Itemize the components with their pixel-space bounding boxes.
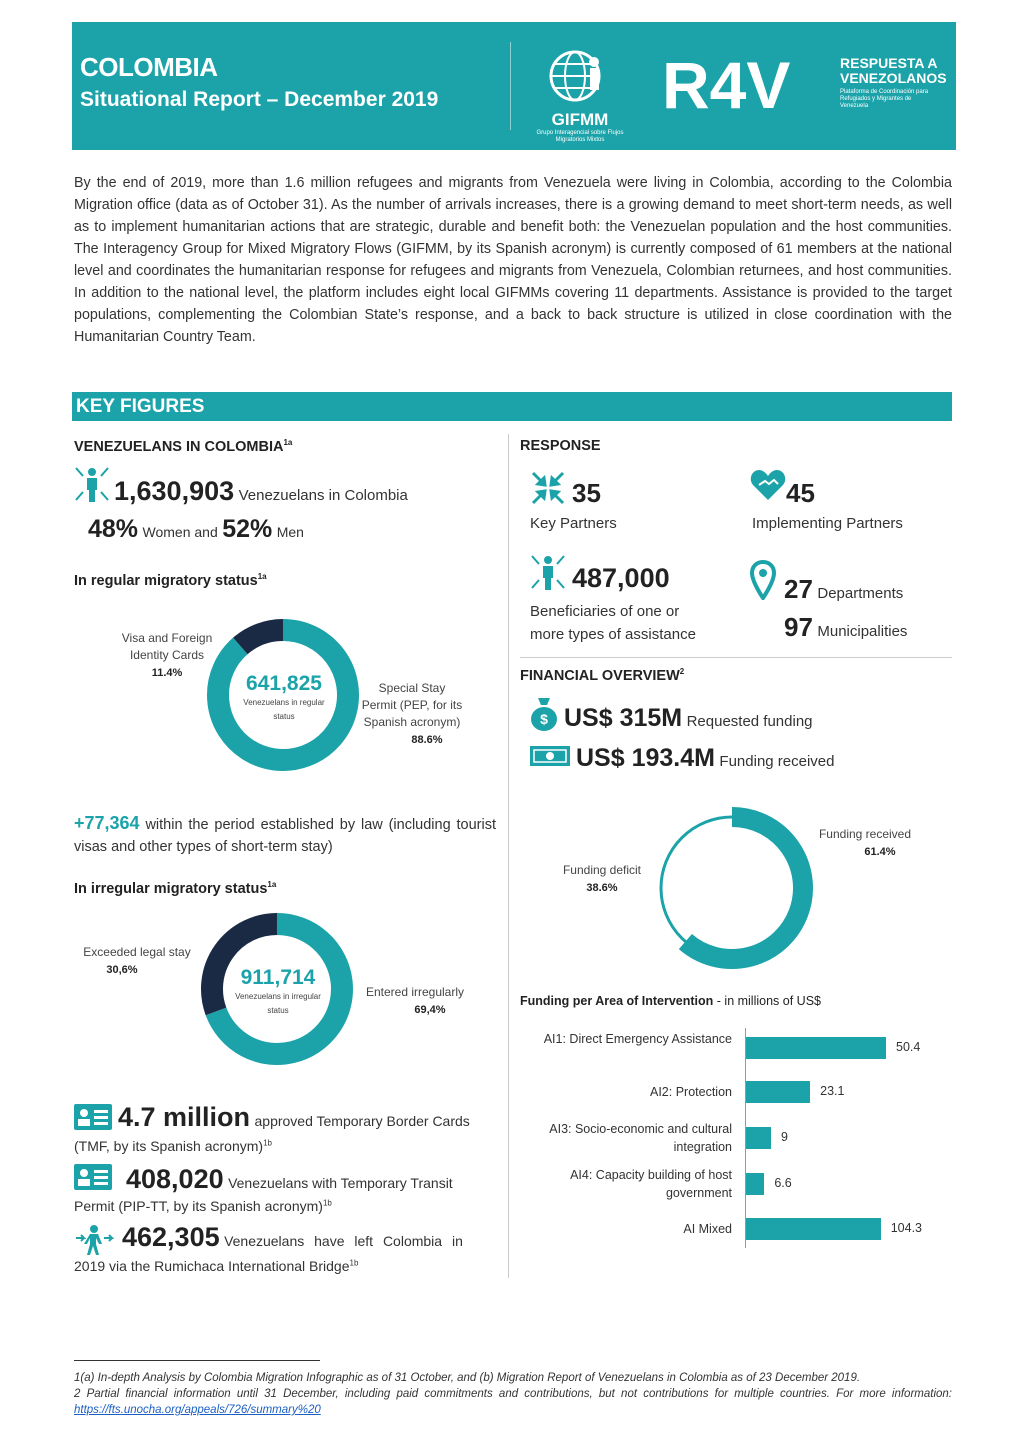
funding-donut xyxy=(650,806,814,970)
report-subtitle: Situational Report – December 2019 xyxy=(80,88,439,111)
bar xyxy=(746,1218,881,1240)
financial-heading: FINANCIAL OVERVIEW$^2$ xyxy=(520,667,685,684)
r4v-logo-mark xyxy=(662,50,832,116)
irregular-center-label: Venezuelans in irregular status xyxy=(235,992,321,1015)
women-label: Women and xyxy=(142,524,218,540)
venezuelans-total-label: Venezuelans in Colombia xyxy=(238,487,408,504)
received-label: Funding received xyxy=(719,753,835,770)
report-country-title: COLOMBIA xyxy=(80,52,218,82)
regular-center-label: Venezuelans in regular status xyxy=(243,698,325,721)
funding-area-subtitle: - in millions of US$ xyxy=(716,994,821,1008)
bar-value-label: 50.4 xyxy=(896,1040,921,1054)
heart-handshake-icon xyxy=(750,468,786,502)
svg-text:$: $ xyxy=(540,711,548,727)
irregular-status-heading: In irregular migratory status$^{1a}$ xyxy=(74,880,277,897)
pip-text2: Permit (PIP-TT, by its Spanish acronym) xyxy=(74,1198,323,1214)
r4v-title xyxy=(840,56,947,110)
bar-category-label: AI1: Direct Emergency Assistance xyxy=(543,1032,732,1046)
person-walking-arrow-icon xyxy=(74,1224,114,1256)
regular-seg1-label: Visa and Foreign Identity Cards 11.4% xyxy=(121,631,213,679)
departments-label: Departments xyxy=(817,585,904,602)
pip-text1: Venezuelans with Temporary Transit xyxy=(228,1175,453,1191)
impl-partners-label: Implementing Partners xyxy=(752,515,903,532)
women-pct: 48% xyxy=(88,515,139,543)
r4v-logo-text: R4V xyxy=(662,50,791,116)
arrows-converge-icon xyxy=(530,470,566,506)
beneficiaries-label: Beneficiaries of one or more types of assistance xyxy=(530,603,696,643)
venezuelans-heading: VENEZUELANS IN $COLOMBIA^{1a}$ xyxy=(74,438,293,455)
left-value: 462,305 xyxy=(122,1222,220,1252)
municipalities-row xyxy=(784,612,907,643)
irregular-center-value: 911,714 xyxy=(240,966,316,989)
intro-paragraph: By the end of 2019, more than 1.6 million refugees and migrants from Venezuela were living in Colombia, according to the Colombia Migration office (data as of October 31). As the number of arrivals increases, there is a growing demand to meet short-term needs, as well as to implement humanitarian actions that are strategic, durable and benefit both: the Venezuelan population and the host communities. The Interagency Group for Mixed Migratory Flows (GIFMM, by its Spanish acronym) is currently composed of 61 members at the national level and coordinates the humanitarian response for refugees and migrants from Venezuela, Colombian returnees, and host communities. In addition to the national level, the platform includes eight local GIFMMs covering 11 departments. Assistance is provided to the target populations, complementing the Colombian State’s response, and a back to back structure is utilized in close coordination with the Humanitarian Country Team. xyxy=(74,175,952,345)
received-value: US$ 193.4M xyxy=(576,744,715,772)
person-arrows-icon xyxy=(74,466,110,504)
footnote-separator xyxy=(74,1360,320,1361)
tmf-value: 4.7 million xyxy=(118,1102,251,1132)
men-pct: 52% xyxy=(222,515,273,543)
footnotes xyxy=(74,1370,952,1418)
bar xyxy=(746,1173,764,1195)
fts-link[interactable]: https://fts.unocha.org/appeals/726/summary%20 xyxy=(74,1404,321,1416)
left-text2: 2019 via the Rumichaca International Bridge xyxy=(74,1258,350,1274)
impl-partners-value: 45 xyxy=(786,478,815,508)
funding-received-label: Funding received 61.4% xyxy=(818,827,912,858)
column-divider xyxy=(508,434,509,1278)
bar xyxy=(746,1037,886,1059)
key-partners-value: 35 xyxy=(572,478,601,508)
bar-category-label: AI Mixed xyxy=(683,1222,732,1236)
bar-category-label: AI2: Protection xyxy=(650,1085,732,1099)
money-bag-icon xyxy=(530,696,558,732)
globe-icon xyxy=(530,42,630,112)
banknote-icon xyxy=(530,744,570,768)
gifmm-name: GIFMM xyxy=(551,110,609,129)
gender-row xyxy=(88,515,304,544)
venezuelans-total-row xyxy=(114,476,408,507)
municipalities-value: 97 xyxy=(784,612,813,642)
tmf-text2: (TMF, by its Spanish acronym) xyxy=(74,1138,264,1154)
left-text1: Venezuelans have left Colombia in xyxy=(224,1233,463,1249)
footnote-2: 2 Partial financial information until 31 December, including paid commitments and contributions, but not contributions for multiple countries. For more information: https://fts.unocha.org/appeals/726/summary%20 xyxy=(74,1388,952,1416)
key-figures-heading: KEY FIGURES xyxy=(72,392,952,421)
footnote-1: 1(a) In-depth Analysis by Colombia Migration Infographic as of 31 October, and (b) Migration Report of Venezuelans in Colombia as of 23 December 2019. xyxy=(74,1372,861,1384)
bar xyxy=(746,1127,771,1149)
r4v-title-line1: RESPUESTA A xyxy=(840,55,938,71)
bar-value-label: 104.3 xyxy=(890,1221,922,1235)
municipalities-label: Municipalities xyxy=(817,623,908,640)
bar-axis xyxy=(745,1028,746,1248)
funding-seg-received xyxy=(685,817,803,959)
bar xyxy=(746,1081,810,1103)
gifmm-logo xyxy=(530,42,630,142)
left-row xyxy=(122,1222,463,1253)
id-card-icon xyxy=(74,1104,112,1130)
requested-value: US$ 315M xyxy=(564,704,683,732)
header-separator xyxy=(510,42,511,130)
pip-value: 408,020 xyxy=(126,1164,224,1194)
extra-stay-value: +77,364 xyxy=(74,813,140,833)
requested-label: Requested funding xyxy=(686,713,813,730)
regular-seg-visa xyxy=(240,630,283,646)
funding-area-title-text: Funding per Area of Intervention xyxy=(520,994,714,1008)
regular-center xyxy=(236,672,332,724)
pip-text2-row: Permit (PIP-TT, by its Spanish acronym)$^{1b}$ xyxy=(74,1198,332,1214)
received-row xyxy=(576,744,835,773)
extra-stay-paragraph xyxy=(74,812,496,858)
extra-stay-text: within the period established by law (including tourist visas and other types of short-term stay) xyxy=(74,817,497,855)
funding-area-title xyxy=(520,994,821,1008)
requested-row xyxy=(564,704,813,733)
key-partners-label: Key Partners xyxy=(530,515,617,532)
funding-deficit-label: Funding deficit 38.6% xyxy=(562,863,642,894)
r4v-logo xyxy=(662,50,832,121)
header-banner xyxy=(72,22,956,150)
response-heading: RESPONSE xyxy=(520,438,601,454)
bar-category-label: AI3: Socio-economic and cultural integration xyxy=(549,1122,732,1154)
men-label: Men xyxy=(276,524,304,540)
bar-category-label: AI4: Capacity building of host government xyxy=(570,1168,732,1200)
irregular-center xyxy=(230,966,326,1018)
left-text2-row: 2019 via the Rumichaca International Bridge$^{1b}$ xyxy=(74,1258,359,1274)
gifmm-tagline: Grupo Interagencial sobre Flujos Migratorios Mixtos xyxy=(536,130,624,143)
beneficiaries-value: 487,000 xyxy=(572,563,670,593)
venezuelans-total: 1,630,903 xyxy=(114,476,235,506)
regular-seg2-label: Special Stay Permit (PEP, for its Spanish acronym) 88.6% xyxy=(361,681,463,746)
bar-value-label: 9 xyxy=(781,1130,788,1144)
departments-value: 27 xyxy=(784,574,813,604)
regular-center-value: 641,825 xyxy=(246,672,322,695)
map-pin-icon xyxy=(750,560,776,600)
tmf-text2-row: (TMF, by its Spanish acronym)$^{1b}$ xyxy=(74,1138,272,1154)
pip-row xyxy=(126,1164,453,1195)
tmf-text1: approved Temporary Border Cards xyxy=(254,1113,470,1129)
tmf-row xyxy=(118,1102,470,1133)
bar-value-label: 23.1 xyxy=(820,1084,845,1098)
irregular-seg1-label: Exceeded legal stay 30,6% xyxy=(83,945,191,976)
response-divider xyxy=(520,657,952,658)
regular-status-heading: In regular migratory status$^{1a}$ xyxy=(74,572,267,589)
bar-value-label: 6.6 xyxy=(774,1176,792,1190)
departments-row xyxy=(784,574,903,605)
id-card-icon-2 xyxy=(74,1164,112,1190)
r4v-title-line2: VENEZOLANOS xyxy=(840,70,947,86)
irregular-seg2-label: Entered irregularly 69,4% xyxy=(365,985,465,1016)
beneficiaries-icon xyxy=(530,554,566,592)
r4v-tagline: Plataforma de Coordinación para Refugiados y Migrantes de Venezuela xyxy=(840,89,929,109)
